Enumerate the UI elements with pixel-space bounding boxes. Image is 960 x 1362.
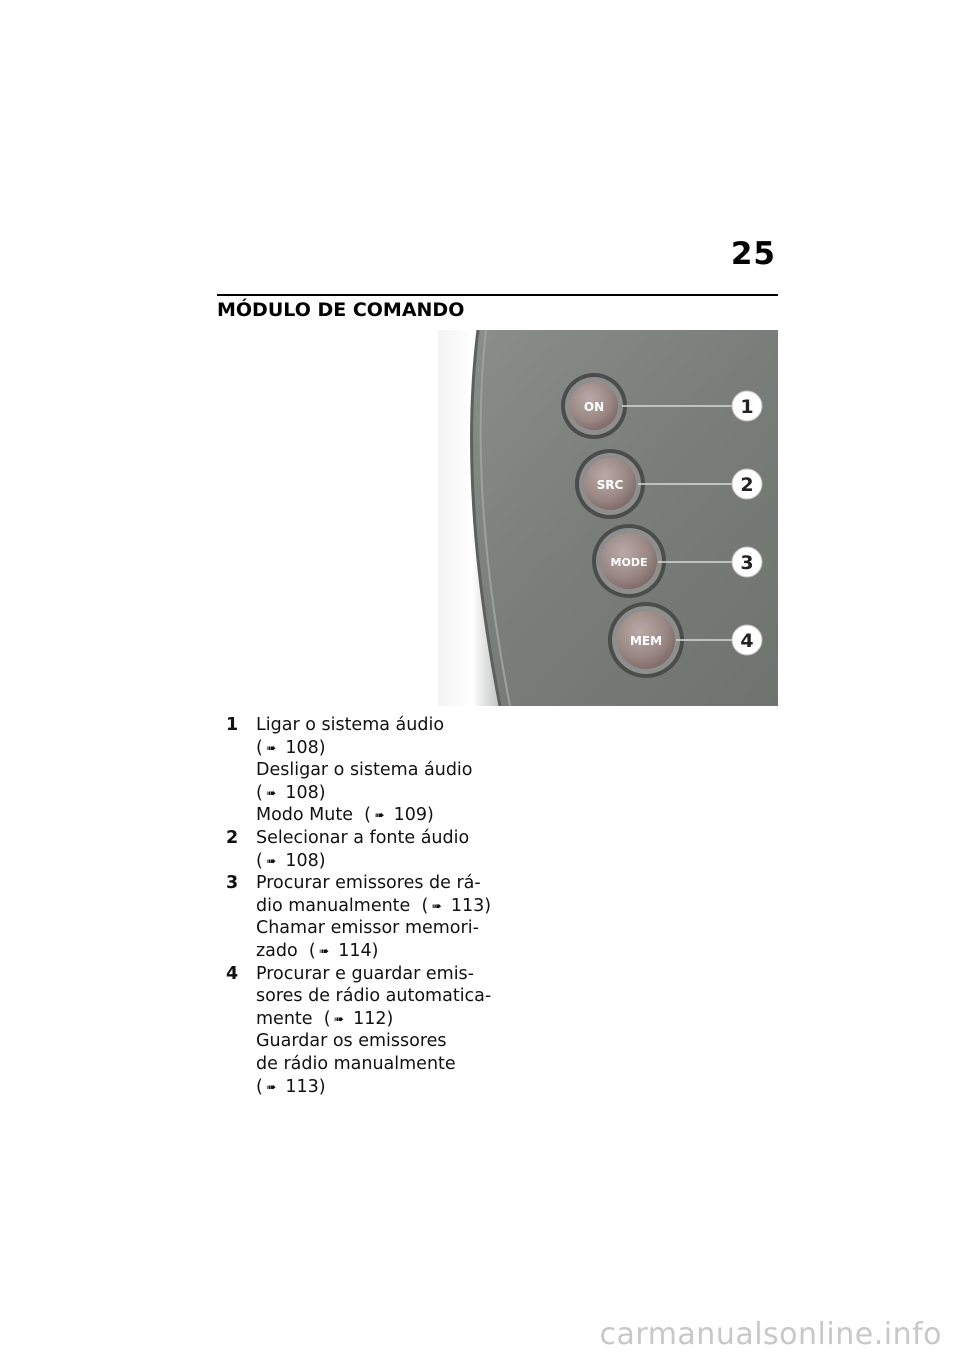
- svg-text:2: 2: [740, 474, 754, 496]
- button-on: [561, 373, 627, 439]
- legend-line: [256, 782, 506, 805]
- arrow-right-icon: ➠: [266, 785, 277, 800]
- legend-line: Chamar emissor memori-: [256, 918, 479, 939]
- arrow-right-icon: ➠: [266, 853, 277, 868]
- callout-4: [732, 625, 762, 655]
- legend-line: [256, 850, 506, 873]
- legend-entry-1: [226, 714, 506, 827]
- legend-line: mente ( ➠ 112): [256, 1008, 394, 1029]
- button-mem-label: MEM: [629, 634, 663, 648]
- legend-list: [226, 714, 506, 1098]
- button-src-label: SRC: [596, 478, 624, 492]
- header-rule: [217, 294, 778, 296]
- legend-line: [256, 1076, 506, 1099]
- page-reference[interactable]: ( ➠ 112): [323, 1008, 394, 1029]
- legend-number: 2: [226, 827, 239, 848]
- legend-line: zado ( ➠ 114): [256, 940, 379, 961]
- legend-line: de rádio manualmente: [256, 1053, 456, 1074]
- page-reference[interactable]: ( ➠ 108): [256, 850, 326, 871]
- page-reference[interactable]: ( ➠ 108): [256, 782, 326, 803]
- legend-line: Procurar e guardar emis-: [256, 963, 474, 984]
- button-mem: [608, 602, 684, 678]
- callout-3: [732, 547, 762, 577]
- legend-line: sores de rádio automatica-: [256, 986, 492, 1007]
- page-reference[interactable]: ( ➠ 113): [421, 895, 492, 916]
- page-reference[interactable]: ( ➠ 113): [256, 1076, 326, 1097]
- arrow-right-icon: ➠: [319, 943, 330, 958]
- legend-line: Guardar os emissores: [256, 1031, 447, 1052]
- page-number: 25: [730, 236, 776, 272]
- legend-line: dio manualmente ( ➠ 113): [256, 895, 492, 916]
- legend-line: Selecionar a fonte áudio: [256, 827, 470, 848]
- button-on-label: ON: [583, 400, 605, 414]
- legend-entry-4: [226, 963, 506, 1099]
- watermark: carmanualsonline.info: [599, 1317, 942, 1352]
- button-mode-label: MODE: [610, 556, 648, 569]
- arrow-right-icon: ➠: [266, 740, 277, 755]
- svg-text:1: 1: [740, 396, 754, 418]
- callout-1: [732, 391, 762, 421]
- callout-2: [732, 469, 762, 499]
- page-reference[interactable]: ( ➠ 109): [364, 805, 434, 826]
- button-mode: [592, 524, 666, 598]
- arrow-right-icon: ➠: [374, 808, 385, 823]
- button-src: [575, 449, 645, 519]
- arrow-right-icon: ➠: [431, 898, 442, 913]
- page-reference[interactable]: ( ➠ 108): [256, 737, 326, 758]
- legend-line: Ligar o sistema áudio: [256, 715, 445, 735]
- legend-entry-2: [226, 827, 506, 872]
- arrow-right-icon: ➠: [333, 1011, 345, 1026]
- legend-line: Procurar emissores de rá-: [256, 873, 481, 894]
- legend-line: Desligar o sistema áudio: [256, 760, 473, 781]
- legend-number: 1: [226, 715, 239, 735]
- legend-line: Modo Mute ( ➠ 109): [256, 805, 434, 826]
- legend-number: 4: [226, 963, 239, 984]
- section-title: MÓDULO DE COMANDO: [217, 299, 465, 321]
- page-reference[interactable]: ( ➠ 114): [308, 940, 379, 961]
- control-module-photo: [438, 330, 778, 706]
- svg-text:4: 4: [740, 630, 754, 652]
- legend-line: [256, 737, 506, 760]
- legend-number: 3: [226, 873, 239, 894]
- arrow-right-icon: ➠: [266, 1079, 277, 1094]
- legend-entry-3: [226, 872, 506, 962]
- svg-text:3: 3: [740, 552, 754, 574]
